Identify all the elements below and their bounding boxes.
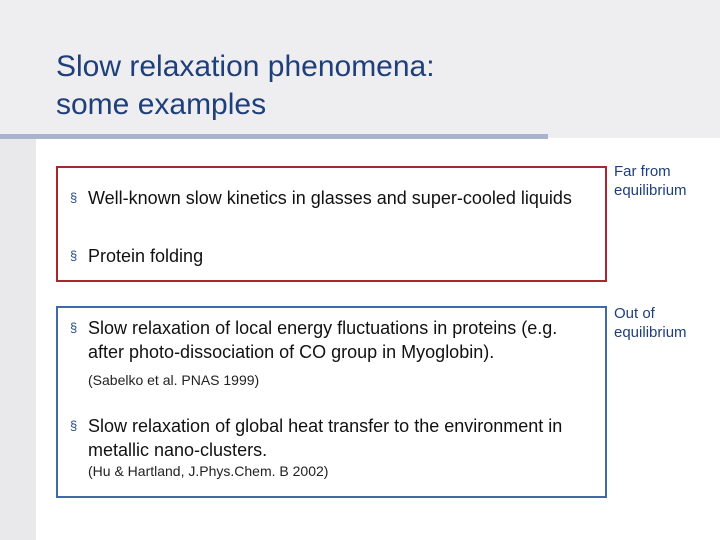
slide-title bbox=[56, 48, 656, 124]
bullet-icon: § bbox=[70, 320, 78, 335]
reference-sabelko: (Sabelko et al. PNAS 1999) bbox=[88, 372, 260, 388]
reference-hu-hartland: (Hu & Hartland, J.Phys.Chem. B 2002) bbox=[88, 463, 329, 479]
title-line-1: Slow relaxation phenomena: bbox=[56, 50, 435, 83]
title-line-2: some examples bbox=[56, 88, 267, 121]
bullet-glasses bbox=[70, 186, 590, 210]
bullet-text: Slow relaxation of local energy fluctuations in proteins (e.g. after photo-dissociation of CO group in Myoglobin). bbox=[88, 318, 558, 362]
label-out-of-equilibrium: Out of equilibrium bbox=[614, 305, 687, 341]
bullet-local-energy bbox=[70, 316, 595, 364]
bullet-global-heat bbox=[70, 414, 598, 462]
bullet-text: Protein folding bbox=[88, 246, 204, 266]
bullet-icon: § bbox=[70, 248, 78, 263]
bullet-text: Slow relaxation of global heat transfer to the environment in metallic nano-clusters. bbox=[88, 416, 563, 460]
label-far-from-equilibrium: Far from equilibrium bbox=[614, 163, 687, 199]
title-underline bbox=[0, 134, 548, 139]
bullet-text: Well-known slow kinetics in glasses and super-cooled liquids bbox=[88, 188, 572, 208]
bullet-protein-folding bbox=[70, 244, 590, 268]
bullet-icon: § bbox=[70, 418, 78, 433]
bullet-icon: § bbox=[70, 190, 78, 205]
